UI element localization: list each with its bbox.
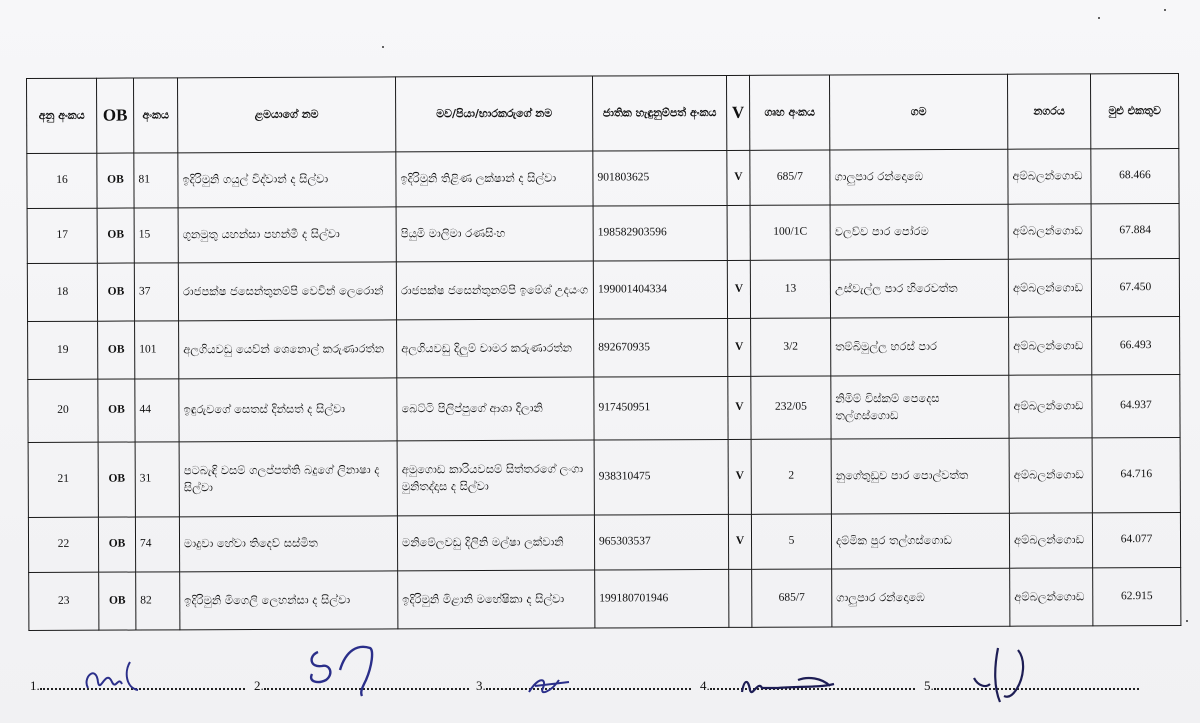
cell-guardian-name: ඉදිරිමුනි මිළානි මහේෂිකා ද සිල්වා [398,570,595,629]
scan-speck [1098,17,1100,19]
cell-nic: 965303537 [594,514,728,570]
cell-nic: 938310475 [594,439,728,515]
cell-nic: 198582903596 [593,205,727,261]
cell-child-name: ගුනමුතු යහන්සා පහන්මී ද සිල්වා [178,207,396,263]
cell-town: අම්බලන්ගොඩ [1009,317,1092,375]
col-header-v: V [726,75,749,150]
signature-number: 1. [30,678,40,693]
cell-village: ගාලුපාර රන්දොඹෙ [830,149,1008,205]
cell-v-mark: V [728,376,751,439]
cell-guardian-name: අමුගොඩ කාරියවසම් සිත්තරගේ ලංගා මුනිතද්දාස ද සිල්වා [397,440,594,516]
signature-number: 5. [924,678,934,693]
table-row [28,316,1180,379]
col-header-house: ගෘහ අංකය [749,75,829,150]
cell-house-number: 13 [750,260,830,318]
col-header-town: නගරය [1007,74,1090,149]
table-body [27,148,1181,630]
cell-ob: OB [97,153,134,208]
signature-number: 2. [254,678,264,693]
table-row [27,148,1179,208]
cell-guardian-name: රාජපක්ෂ ජසෙන්තුනම්පි ඉමේශ් උදයංග [396,261,593,320]
handwritten-signature-3 [525,670,585,700]
cell-child-name: අලගියවඩු යෙව්න් ශෙනොල් කරුණාරත්න [179,320,397,379]
cell-guardian-name: අලගියවඩු දිලුම් චාමර කරුණාරත්න [397,319,594,378]
cell-code: 44 [135,379,179,442]
table-row [28,374,1180,442]
cell-village: ගාලුපාර රන්දොඹෙ [832,568,1010,627]
results-table [26,73,1181,631]
scan-speck [1164,9,1166,11]
cell-rank: 20 [28,379,98,442]
cell-ob: OB [98,321,135,379]
handwritten-signature-1 [78,658,158,698]
cell-total: 67.450 [1091,258,1179,316]
cell-guardian-name: පියුමි මාලිමා රණසිංහ [396,206,593,262]
cell-town: අම්බලන්ගොඩ [1010,568,1093,626]
cell-rank: 19 [28,321,98,379]
cell-code: 15 [134,208,178,263]
cell-town: අම්බලන්ගොඩ [1009,438,1092,513]
cell-nic: 892670935 [594,318,728,377]
cell-town: අම්බලන්ගොඩ [1009,513,1092,568]
cell-code: 37 [134,263,178,321]
cell-ob: OB [97,263,134,321]
cell-village: දම්මික පුර තල්ගස්ගොඩ [831,513,1009,569]
cell-total: 64.077 [1092,512,1180,567]
col-header-ob: OB [97,78,134,153]
signature-number: 3. [476,678,486,693]
cell-rank: 21 [28,442,98,517]
cell-ob: OB [97,208,134,263]
cell-village: වලව්ව පාර පෝරම [830,204,1008,260]
cell-village: තම්බිමුල්ල හරස් පාර [831,317,1009,376]
col-header-total: මුළු එකතුව [1090,73,1178,148]
cell-ob: OB [98,517,135,572]
cell-total: 64.937 [1092,374,1180,437]
cell-guardian-name: බෙට්ටි පිලිප්පුගේ ආශා දිලානි [397,377,594,441]
cell-house-number: 3/2 [751,318,831,376]
col-header-nic: ජාතික හැඳුනුම්පත් අංකය [592,75,726,151]
cell-ob: OB [98,442,135,517]
table-row [28,437,1180,517]
cell-v-mark: V [728,514,751,569]
cell-code: 74 [135,517,179,572]
cell-house-number: 2 [751,439,831,514]
cell-village: උස්වැල්ල පාර හිරෙවත්ත [830,259,1008,318]
cell-village: නුගේතුඩුව පාර පොල්වත්ත [831,438,1009,514]
cell-house-number: 100/1C [750,205,830,260]
cell-village: නිමිම් විස්කම් පෙදෙස තල්ගස්ගොඩ [831,375,1009,439]
col-header-rank: අනු අංකය [27,78,97,153]
cell-child-name: ඉදිරිමුනි මිගෙලි ලෙහන්සා ද සිල්වා [180,571,398,630]
table-row [28,512,1180,572]
cell-rank: 18 [27,263,97,321]
col-header-child-name: ළමයාගේ නම [178,77,396,153]
cell-nic: 199001404334 [593,260,727,319]
cell-ob: OB [99,572,136,630]
table-row [27,258,1179,321]
cell-v-mark: V [727,150,750,205]
cell-child-name: මාදුවා හේවා තිදෙව් සස්මිත [179,516,397,572]
cell-v-mark: V [728,439,751,514]
cell-total: 64.716 [1092,437,1180,512]
table-row [27,203,1179,263]
cell-town: අම්බලන්ගොඩ [1008,204,1091,259]
cell-town: අම්බලන්ගොඩ [1008,149,1091,204]
handwritten-signature-5 [960,638,1060,708]
cell-nic: 917450951 [594,376,728,440]
cell-rank: 17 [27,208,97,263]
cell-house-number: 232/05 [751,376,831,439]
cell-code: 31 [135,442,179,517]
cell-rank: 22 [28,517,98,572]
cell-ob: OB [98,379,135,442]
cell-child-name: පටබැඳි වසම් ගලප්පත්ති බදුගේ ලිනාෂා ද සිල්වා [179,441,397,517]
cell-total: 67.884 [1091,203,1179,258]
cell-rank: 23 [29,572,99,630]
cell-town: අම්බලන්ගොඩ [1009,375,1092,438]
cell-guardian-name: මනිමේලවඩු දිලිනි මල්ෂා ලක්වානි [397,515,594,571]
cell-house-number: 5 [751,514,831,569]
cell-guardian-name: ඉදිරිමුනි තිළිණ ලක්ෂාන් ද සිල්වා [396,151,593,207]
cell-code: 81 [134,153,178,208]
handwritten-signature-4 [738,670,848,700]
col-header-guardian: මව/පියා/භාරකරුගේ නම [395,76,592,152]
cell-total: 68.466 [1091,148,1179,203]
cell-code: 82 [136,572,180,630]
cell-nic: 901803625 [593,150,727,206]
col-header-village: ගම [829,74,1007,150]
cell-child-name: ඉදිරිමුනි ගයුල් විද්වාන් ද සිල්වා [178,152,396,208]
cell-house-number: 685/7 [750,150,830,205]
cell-total: 66.493 [1092,316,1180,374]
cell-code: 101 [135,321,179,379]
scan-speck [1186,620,1188,622]
cell-nic: 199180701946 [595,569,729,628]
handwritten-signature-2 [300,640,400,700]
signature-number: 4. [700,678,710,693]
signature-section [0,630,1200,720]
cell-v-mark [727,205,750,260]
cell-child-name: ඉඳුරුවගේ සෙතස් දින්සත් ද සිල්වා [179,378,397,442]
scan-speck [382,46,384,48]
col-header-code: අංකය [134,78,178,153]
cell-child-name: රාජපක්ෂ ජසෙන්තුනම්පි වෙවින් ලෙරොන් [178,262,396,321]
cell-v-mark: V [728,318,751,376]
cell-house-number: 685/7 [752,569,832,627]
cell-v-mark: V [727,260,750,318]
cell-town: අම්බලන්ගොඩ [1008,259,1091,317]
cell-v-mark [729,569,752,627]
cell-total: 62.915 [1093,567,1181,625]
cell-rank: 16 [27,153,97,208]
table-row [29,567,1181,630]
table-header-row [27,73,1179,153]
